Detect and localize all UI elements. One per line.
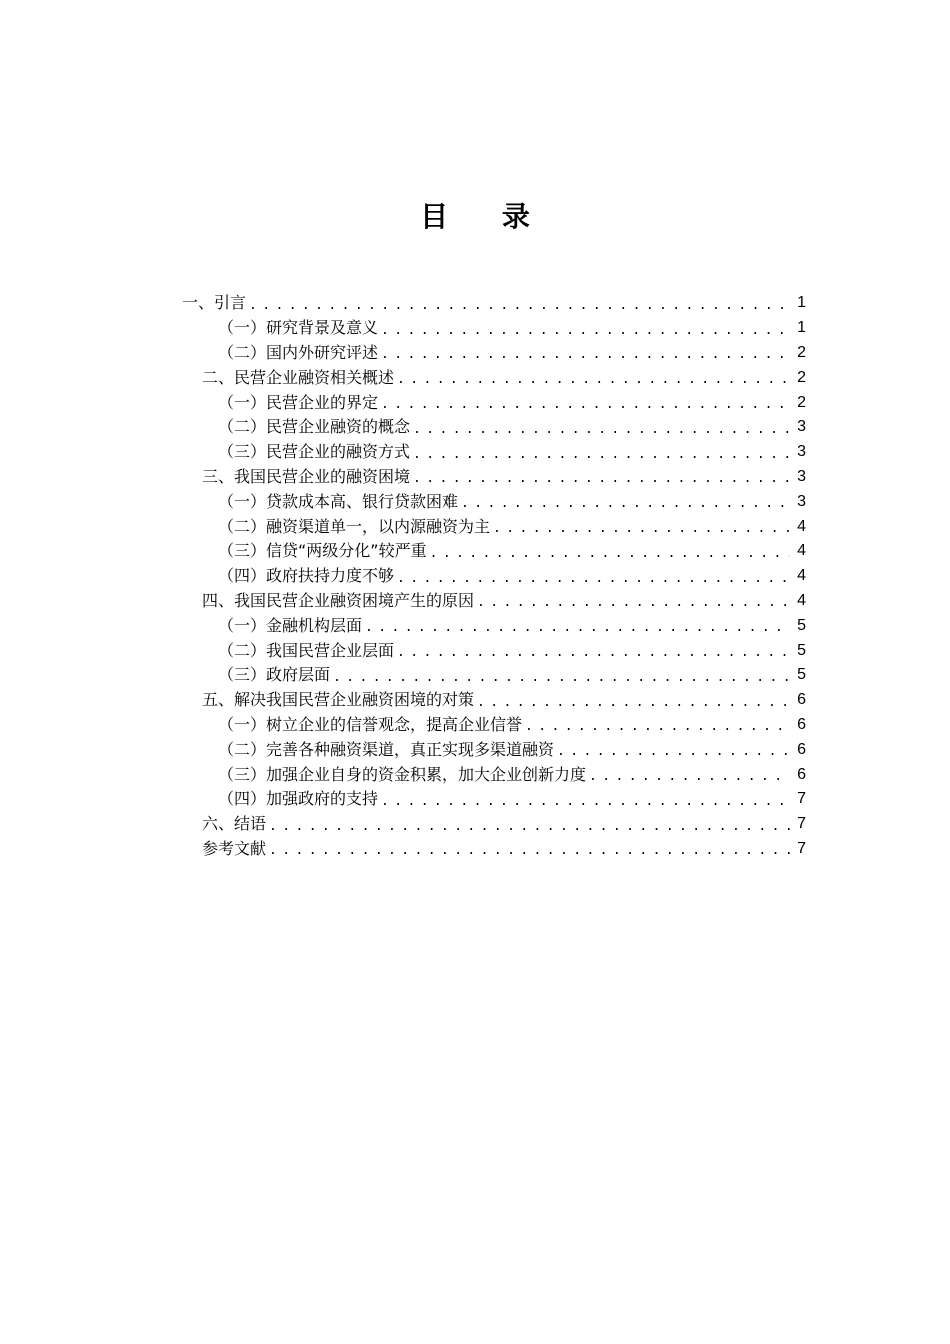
toc-entry[interactable] <box>218 613 950 638</box>
toc-entry-label: 四、我国民营企业融资困境产生的原因 <box>202 590 475 610</box>
toc-entry[interactable] <box>202 589 950 614</box>
toc-dot-leader <box>397 572 790 589</box>
toc-page-number: 3 <box>797 492 806 510</box>
toc-entry[interactable] <box>182 291 950 316</box>
toc-entry-label: （一）民营企业的界定 <box>218 392 379 412</box>
toc-entry[interactable] <box>202 465 950 490</box>
toc-dot-leader <box>413 423 790 440</box>
toc-dot-leader <box>397 373 790 390</box>
page-title: 目 录 <box>420 200 552 233</box>
toc-page-number: 3 <box>797 443 806 461</box>
toc-entry[interactable] <box>218 390 950 415</box>
toc-entry-label: 六、结语 <box>202 814 267 834</box>
toc-dot-leader <box>430 547 790 564</box>
toc-entry-label: （四）加强政府的支持 <box>218 789 379 809</box>
toc-entry-label: （二）国内外研究评述 <box>218 342 379 362</box>
toc-entry[interactable] <box>218 539 950 564</box>
toc-entry[interactable] <box>218 737 950 762</box>
toc-entry-label: （三）政府层面 <box>218 665 331 685</box>
toc-page-number: 7 <box>797 790 806 808</box>
toc-entry-label: 参考文献 <box>202 838 267 858</box>
toc-dot-leader <box>381 348 790 365</box>
toc-page-number: 5 <box>797 616 806 634</box>
toc-entry-label: （一）研究背景及意义 <box>218 318 379 338</box>
toc-page-number: 6 <box>797 740 806 758</box>
toc-entry[interactable] <box>202 365 950 390</box>
toc-entry[interactable] <box>218 638 950 663</box>
toc-entry-label: （三）信贷“两级分化”较严重 <box>218 541 427 561</box>
toc-page-number: 1 <box>797 294 806 312</box>
toc-entry-label: （一）树立企业的信誉观念，提高企业信誉 <box>218 714 523 734</box>
toc-entry-label: 五、解决我国民营企业融资困境的对策 <box>202 690 475 710</box>
toc-page-number: 2 <box>797 368 806 386</box>
toc-page-number: 6 <box>797 691 806 709</box>
toc-dot-leader <box>381 324 790 341</box>
toc-page-number: 6 <box>797 765 806 783</box>
toc-entry-label: （二）融资渠道单一，以内源融资为主 <box>218 516 491 536</box>
toc-page-number: 5 <box>797 641 806 659</box>
toc-page-number: 3 <box>797 467 806 485</box>
toc-dot-leader <box>413 448 790 465</box>
toc-page-number: 4 <box>797 591 806 609</box>
toc-entry-label: （一）金融机构层面 <box>218 615 363 635</box>
toc-entry[interactable] <box>218 787 950 812</box>
toc-dot-leader <box>589 770 790 787</box>
toc-entry[interactable] <box>218 415 950 440</box>
toc-dot-leader <box>333 671 790 688</box>
toc-page-number: 7 <box>797 839 806 857</box>
toc-entry[interactable] <box>218 341 950 366</box>
toc-entry[interactable] <box>218 489 950 514</box>
toc-dot-leader <box>413 472 790 489</box>
toc-entry[interactable] <box>218 713 950 738</box>
toc-page-number: 4 <box>797 542 806 560</box>
table-of-contents <box>0 291 950 861</box>
toc-dot-leader <box>269 844 790 861</box>
toc-dot-leader <box>461 497 790 514</box>
toc-dot-leader <box>381 795 790 812</box>
toc-dot-leader <box>397 646 790 663</box>
toc-entry[interactable] <box>218 440 950 465</box>
toc-entry[interactable] <box>202 688 950 713</box>
toc-entry[interactable] <box>218 663 950 688</box>
toc-entry[interactable] <box>218 564 950 589</box>
toc-entry-label: 三、我国民营企业的融资困境 <box>202 466 411 486</box>
toc-dot-leader <box>477 696 790 713</box>
toc-entry-label: （四）政府扶持力度不够 <box>218 566 395 586</box>
toc-page-number: 2 <box>797 393 806 411</box>
toc-entry[interactable] <box>202 837 950 862</box>
toc-entry[interactable] <box>218 762 950 787</box>
toc-page-number: 6 <box>797 715 806 733</box>
toc-entry-label: 一、引言 <box>182 293 247 313</box>
toc-entry-label: （三）民营企业的融资方式 <box>218 442 411 462</box>
toc-dot-leader <box>269 820 790 837</box>
toc-dot-leader <box>249 299 790 316</box>
toc-dot-leader <box>525 720 790 737</box>
toc-entry[interactable] <box>202 812 950 837</box>
toc-dot-leader <box>493 522 790 539</box>
toc-page-number: 7 <box>797 815 806 833</box>
toc-entry-label: （二）民营企业融资的概念 <box>218 417 411 437</box>
toc-page-number: 1 <box>797 319 806 337</box>
toc-entry-label: （二）我国民营企业层面 <box>218 640 395 660</box>
toc-page-number: 3 <box>797 418 806 436</box>
toc-dot-leader <box>477 596 790 613</box>
toc-entry-label: （二）完善各种融资渠道，真正实现多渠道融资 <box>218 739 555 759</box>
toc-page-number: 4 <box>797 567 806 585</box>
toc-entry-label: （一）贷款成本高、银行贷款困难 <box>218 491 459 511</box>
toc-entry-label: （三）加强企业自身的资金积累，加大企业创新力度 <box>218 764 587 784</box>
toc-entry[interactable] <box>218 514 950 539</box>
toc-entry[interactable] <box>218 316 950 341</box>
toc-dot-leader <box>381 398 790 415</box>
toc-dot-leader <box>365 621 790 638</box>
toc-entry-label: 二、民营企业融资相关概述 <box>202 367 395 387</box>
toc-page-number: 5 <box>797 666 806 684</box>
toc-page-number: 4 <box>797 517 806 535</box>
toc-page-number: 2 <box>797 343 806 361</box>
toc-dot-leader <box>557 745 790 762</box>
